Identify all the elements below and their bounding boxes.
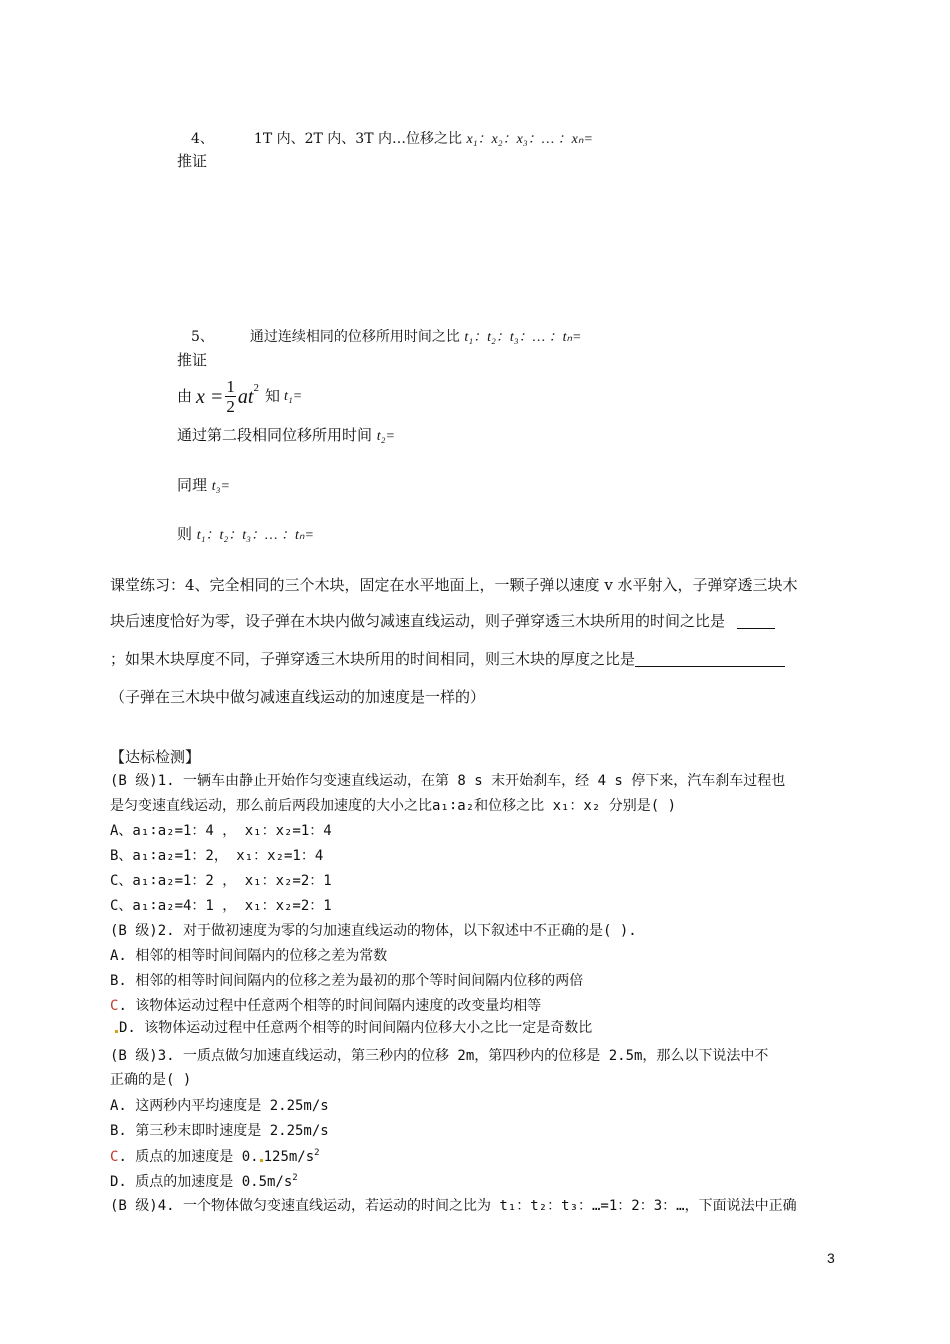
page-number: 3 xyxy=(827,1250,835,1266)
exercise-line-3 xyxy=(110,652,785,667)
section-4-text: 1T 内、2T 内、3T 内…位移之比 xyxy=(253,131,467,147)
section-4-ratio: x₁：x₂：x₃：… ：xₙ= xyxy=(466,132,593,147)
q2-option-b: B. 相邻的相等时间间隔内的位移之差为最初的那个等时间间隔内位移的两倍 xyxy=(110,973,584,989)
then-text: 则 xyxy=(177,525,197,543)
q3-option-c-letter: C xyxy=(110,1149,119,1165)
q2-option-c-letter: C xyxy=(110,998,119,1014)
q1-option-c: C、a₁∶a₂=1：2 ， x₁：x₂=2：1 xyxy=(110,873,332,889)
section-5-number: 5、 xyxy=(191,329,214,345)
q2-line-1: (B 级)2. 对于做初速度为零的匀加速直线运动的物体，以下叙述中不正确的是( ). xyxy=(110,923,637,939)
q1-line-2: 是匀变速直线运动，那么前后两段加速度的大小之比a₁∶a₂和位移之比 x₁：x₂ 分别是( ) xyxy=(110,798,676,814)
mark-dot xyxy=(115,1030,118,1033)
answer-blank-2[interactable] xyxy=(635,652,785,667)
q3-option-c xyxy=(110,1149,320,1164)
q3-line-2: 正确的是( ) xyxy=(110,1072,192,1088)
section-5-ratio: t₁：t₂：t₃：… ：tₙ= xyxy=(464,330,582,345)
q1-option-d: C、a₁∶a₂=4：1 ， x₁：x₂=2：1 xyxy=(110,898,332,914)
q3-option-d-exponent: 2 xyxy=(292,1173,298,1183)
section-4-number: 4、 xyxy=(191,131,214,147)
second-segment-text: 通过第二段相同位移所用时间 xyxy=(177,426,377,444)
q3-option-c-exponent: 2 xyxy=(314,1148,320,1158)
formula-exponent: 2 xyxy=(253,382,259,394)
t3-label: t₃= xyxy=(211,479,230,494)
mark-dot xyxy=(260,1159,263,1162)
formula-suffix: 知 xyxy=(264,387,280,405)
section-4-line xyxy=(191,132,593,147)
q3-option-b: B. 第三秒末即时速度是 2.25m/s xyxy=(110,1123,329,1139)
q2-option-a: A. 相邻的相等时间间隔内的位移之差为常数 xyxy=(110,948,388,964)
q4-line-1: (B 级)4. 一个物体做匀变速直线运动，若运动的时间之比为 t₁：t₂：t₃：…=1：2：3：…，下面说法中正确 xyxy=(110,1198,797,1214)
exercise-line-2-text: 块后速度恰好为零，设子弹在木块内做匀减速直线运动，则子弹穿透三木块所用的时间之比是 xyxy=(110,612,726,630)
q2-option-c-text: . 该物体运动过程中任意两个相等的时间间隔内速度的改变量均相等 xyxy=(118,998,542,1014)
q1-option-a: A、a₁∶a₂=1：4 ， x₁：x₂=1：4 xyxy=(110,823,332,839)
answer-blank-1[interactable] xyxy=(737,614,775,629)
same-line xyxy=(177,478,230,494)
exercise-line-1: 课堂练习：4、完全相同的三个木块，固定在水平地面上，一颗子弹以速度 v 水平射入，子弹穿透三块木 xyxy=(110,576,798,594)
section-4-proof-label: 推证 xyxy=(177,152,208,170)
formula-prefix: 由 xyxy=(177,387,193,405)
test-heading: 【达标检测】 xyxy=(110,748,201,766)
q2-option-c xyxy=(110,999,541,1013)
q3-option-c-post: 125m/s xyxy=(263,1149,315,1165)
t2-label: t₂= xyxy=(376,429,395,444)
fraction-denominator: 2 xyxy=(226,397,235,416)
q1-line-1: (B 级)1. 一辆车由静止开始作匀变速直线运动，在第 8 s 末开始刹车，经 4 s 停下来，汽车刹车过程也 xyxy=(110,773,786,789)
formula-fraction xyxy=(225,378,236,415)
q3-option-d-text: D. 质点的加速度是 0.5m/s xyxy=(110,1174,293,1190)
formula-line xyxy=(177,378,302,415)
q2-option-d xyxy=(114,1021,592,1035)
fraction-numerator: 1 xyxy=(226,377,235,396)
exercise-line-2 xyxy=(110,614,775,629)
then-ratio: t₁：t₂：t₃：… ：tₙ= xyxy=(196,528,314,543)
same-text: 同理 xyxy=(177,476,212,494)
q3-line-1: (B 级)3. 一质点做匀加速直线运动，第三秒内的位移 2m，第四秒内的位移是 2.5m，那么以下说法中不 xyxy=(110,1048,769,1064)
second-segment-line xyxy=(177,428,395,444)
section-5-proof-label: 推证 xyxy=(177,351,208,369)
exercise-line-4: （子弹在三木块中做匀减速直线运动的加速度是一样的） xyxy=(110,688,486,706)
section-5-line xyxy=(191,330,582,345)
exercise-line-3-text: ；如果木块厚度不同，子弹穿透三木块所用的时间相同，则三木块的厚度之比是 xyxy=(110,650,636,668)
q1-option-b: B、a₁∶a₂=1：2， x₁：x₂=1：4 xyxy=(110,848,324,864)
q3-option-d xyxy=(110,1174,298,1189)
formula-lhs: x = xyxy=(196,385,224,408)
formula-rhs: at xyxy=(237,385,254,408)
q3-option-c-pre: . 质点的加速度是 0. xyxy=(118,1149,259,1165)
q2-option-d-text: D. 该物体运动过程中任意两个相等的时间间隔内位移大小之比一定是奇数比 xyxy=(119,1020,593,1036)
t1-label: t₁= xyxy=(283,388,303,404)
section-5-text: 通过连续相同的位移所用时间之比 xyxy=(249,329,465,345)
then-line xyxy=(177,527,314,543)
q3-option-a: A. 这两秒内平均速度是 2.25m/s xyxy=(110,1098,329,1114)
